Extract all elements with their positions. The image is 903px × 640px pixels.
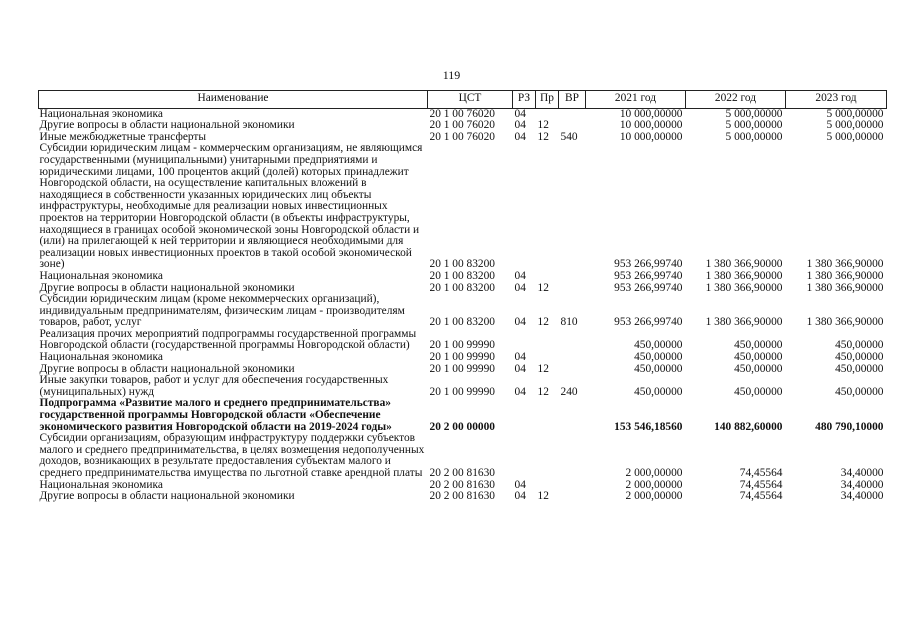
row-rz [513, 433, 536, 479]
row-rz [513, 329, 536, 352]
row-name: Другие вопросы в области национальной экономики [39, 281, 295, 294]
row-value-2021: 2 000,00000 [625, 490, 683, 503]
page-number: 119 [442, 68, 461, 82]
row-rz: 04 [514, 316, 526, 329]
row-value-2022: 1 380 366,90000 [705, 281, 783, 294]
row-value-2022: 5 000,00000 [725, 107, 783, 120]
row-pr: 12 [537, 130, 549, 143]
row-value-2023: 34,40000 [840, 478, 884, 491]
row-rz: 04 [514, 130, 526, 143]
row-value-2023: 1 380 366,90000 [806, 269, 884, 282]
table-row [39, 491, 887, 503]
row-value-2022: 450,00000 [734, 362, 783, 375]
row-pr: 12 [537, 281, 549, 294]
row-name: Национальная экономика [39, 351, 163, 364]
budget-table [38, 90, 887, 503]
row-name: Субсидии организациям, образующим инфраструктуру поддержки субъектов малого и среднего предпринимательства, в целях возмещения недополученных доходов, возникающих в результате предоставления субъектам малого и среднего предпринимательства имущества по льготной ставке арендной платы [39, 432, 425, 479]
row-value-2022: 450,00000 [734, 351, 783, 364]
row-value-2021: 953 266,99740 [614, 281, 683, 294]
table-row [39, 352, 887, 364]
row-vr [559, 364, 586, 376]
row-rz: 04 [514, 119, 526, 132]
row-value-2023: 5 000,00000 [826, 107, 884, 120]
row-vr [559, 398, 586, 433]
table-row [39, 271, 887, 283]
header-pr: Пр [536, 91, 559, 109]
row-value-2023: 480 790,10000 [815, 420, 884, 433]
row-value-2021: 953 266,99740 [614, 269, 683, 282]
row-rz [513, 398, 536, 433]
row-pr: 12 [537, 316, 549, 329]
row-cst: 20 2 00 00000 [429, 420, 495, 433]
row-pr: 12 [537, 119, 549, 132]
row-value-2023: 450,00000 [835, 362, 884, 375]
row-vr [559, 480, 586, 492]
row-value-2021: 450,00000 [634, 339, 683, 352]
table-header-row [39, 91, 887, 109]
row-rz: 04 [514, 478, 526, 491]
row-value-2021: 10 000,00000 [619, 107, 683, 120]
row-name: Национальная экономика [39, 478, 163, 491]
row-vr [559, 491, 586, 503]
row-vr [559, 329, 586, 352]
header-rz: РЗ [513, 91, 536, 109]
row-cst: 20 1 00 99990 [429, 362, 495, 375]
row-cst: 20 1 00 83200 [429, 281, 495, 294]
row-pr: 12 [537, 490, 549, 503]
row-name: Национальная экономика [39, 269, 163, 282]
header-vr: ВР [559, 91, 586, 109]
row-value-2023: 1 380 366,90000 [806, 281, 884, 294]
row-vr [559, 143, 586, 271]
header-2023: 2023 год [786, 91, 887, 109]
table-row [39, 294, 887, 329]
row-name: Реализация прочих мероприятий подпрограммы государственной программы Новгородской области (государственной программы Новгородской области) [39, 327, 417, 352]
row-cst: 20 1 00 99990 [429, 351, 495, 364]
table-row [39, 329, 887, 352]
row-pr [536, 352, 559, 364]
row-value-2021: 953 266,99740 [614, 316, 683, 329]
row-cst: 20 2 00 81630 [429, 490, 495, 503]
row-value-2022: 140 882,60000 [714, 420, 783, 433]
row-name: Субсидии юридическим лицам - коммерческим организациям, не являющимся государственными (муниципальными) унитарными предприятиями и юридическими лицами, 100 процентов акций (долей) которых принадлежит Новгородской области, на осуществление капитальных вложений в находящиеся в собственности указанных юридических лиц объекты инфраструктуры, необходимые для реализации новых инвестиционных проектов на территории Новгородской области (в объекты инфраструктуры, находящиеся в границах особой экономической зоны Новгородской области и (или) на прилегающей к ней территории и являющиеся необходимыми для реализации новых инвестиционных проектов в такой особой экономической зоне) [39, 142, 423, 271]
row-name: Субсидии юридическим лицам (кроме некоммерческих организаций), индивидуальным предпринимателям, физическим лицам - производителям товаров, работ, услуг [39, 293, 405, 329]
row-pr: 12 [537, 362, 549, 375]
row-vr [559, 271, 586, 283]
row-rz [513, 143, 536, 271]
row-cst: 20 1 00 99990 [429, 339, 495, 352]
row-value-2021: 450,00000 [634, 351, 683, 364]
row-cst: 20 1 00 83200 [429, 258, 495, 271]
row-value-2022: 74,45564 [739, 467, 783, 479]
header-name: Наименование [39, 91, 428, 109]
row-name: Подпрограмма «Развитие малого и среднего предпринимательства» государственной программы Новгородской области «Обеспечение экономического развития Новгородской области на 2019-2024 годы» [39, 397, 392, 433]
row-pr [536, 271, 559, 283]
row-rz: 04 [514, 351, 526, 364]
row-pr: 12 [537, 385, 549, 398]
row-pr [536, 398, 559, 433]
row-value-2021: 153 546,18560 [614, 420, 683, 433]
row-name: Другие вопросы в области национальной экономики [39, 362, 295, 375]
table-body [39, 108, 887, 503]
row-value-2023: 450,00000 [835, 351, 884, 364]
row-vr [559, 108, 586, 120]
row-name: Другие вопросы в области национальной экономики [39, 119, 295, 132]
row-value-2022: 450,00000 [734, 339, 783, 352]
row-vr [559, 283, 586, 295]
row-cst: 20 1 00 76020 [429, 119, 495, 132]
row-rz: 04 [514, 490, 526, 503]
row-rz: 04 [514, 281, 526, 294]
row-cst: 20 2 00 81630 [429, 478, 495, 491]
row-name: Национальная экономика [39, 107, 163, 120]
row-value-2022: 450,00000 [734, 385, 783, 398]
row-value-2023: 34,40000 [840, 490, 884, 503]
row-value-2021: 953 266,99740 [614, 258, 683, 271]
row-cst: 20 1 00 76020 [429, 107, 495, 120]
row-pr [536, 433, 559, 479]
row-cst: 20 1 00 83200 [429, 269, 495, 282]
row-vr [559, 433, 586, 479]
row-value-2022: 74,45564 [739, 478, 783, 491]
row-value-2021: 450,00000 [634, 362, 683, 375]
row-vr: 540 [560, 130, 578, 143]
table-row [39, 433, 887, 479]
row-rz: 04 [514, 269, 526, 282]
table-row [39, 143, 887, 271]
row-pr [536, 143, 559, 271]
header-2022: 2022 год [686, 91, 786, 109]
row-value-2022: 5 000,00000 [725, 130, 783, 143]
header-cst: ЦСТ [428, 91, 513, 109]
table-row [39, 375, 887, 398]
row-value-2023: 5 000,00000 [826, 130, 884, 143]
row-value-2023: 450,00000 [835, 385, 884, 398]
row-value-2022: 1 380 366,90000 [705, 316, 783, 329]
row-value-2023: 5 000,00000 [826, 119, 884, 132]
row-vr: 240 [560, 385, 578, 398]
row-cst: 20 1 00 76020 [429, 130, 495, 143]
row-value-2023: 1 380 366,90000 [806, 316, 884, 329]
row-value-2022: 74,45564 [739, 490, 783, 503]
row-name: Другие вопросы в области национальной экономики [39, 490, 295, 503]
row-value-2023: 450,00000 [835, 339, 884, 352]
table-row [39, 398, 887, 433]
row-value-2021: 2 000,00000 [625, 467, 683, 479]
row-value-2023: 1 380 366,90000 [806, 258, 884, 271]
row-value-2022: 1 380 366,90000 [705, 269, 783, 282]
row-cst: 20 2 00 81630 [429, 467, 495, 479]
header-2021: 2021 год [586, 91, 686, 109]
row-pr [536, 329, 559, 352]
row-value-2021: 10 000,00000 [619, 130, 683, 143]
row-name: Иные закупки товаров, работ и услуг для обеспечения государственных (муниципальных) нужд [39, 374, 389, 398]
row-value-2021: 2 000,00000 [625, 478, 683, 491]
row-vr [559, 352, 586, 364]
row-rz: 04 [514, 107, 526, 120]
row-value-2022: 1 380 366,90000 [705, 258, 783, 271]
row-rz: 04 [514, 385, 526, 398]
row-vr: 810 [560, 316, 578, 329]
row-value-2023: 34,40000 [840, 467, 884, 479]
row-value-2021: 10 000,00000 [619, 119, 683, 132]
row-cst: 20 1 00 99990 [429, 385, 495, 398]
row-rz: 04 [514, 362, 526, 375]
row-value-2022: 5 000,00000 [725, 119, 783, 132]
row-cst: 20 1 00 83200 [429, 316, 495, 329]
row-value-2021: 450,00000 [634, 385, 683, 398]
row-name: Иные межбюджетные трансферты [39, 130, 207, 143]
